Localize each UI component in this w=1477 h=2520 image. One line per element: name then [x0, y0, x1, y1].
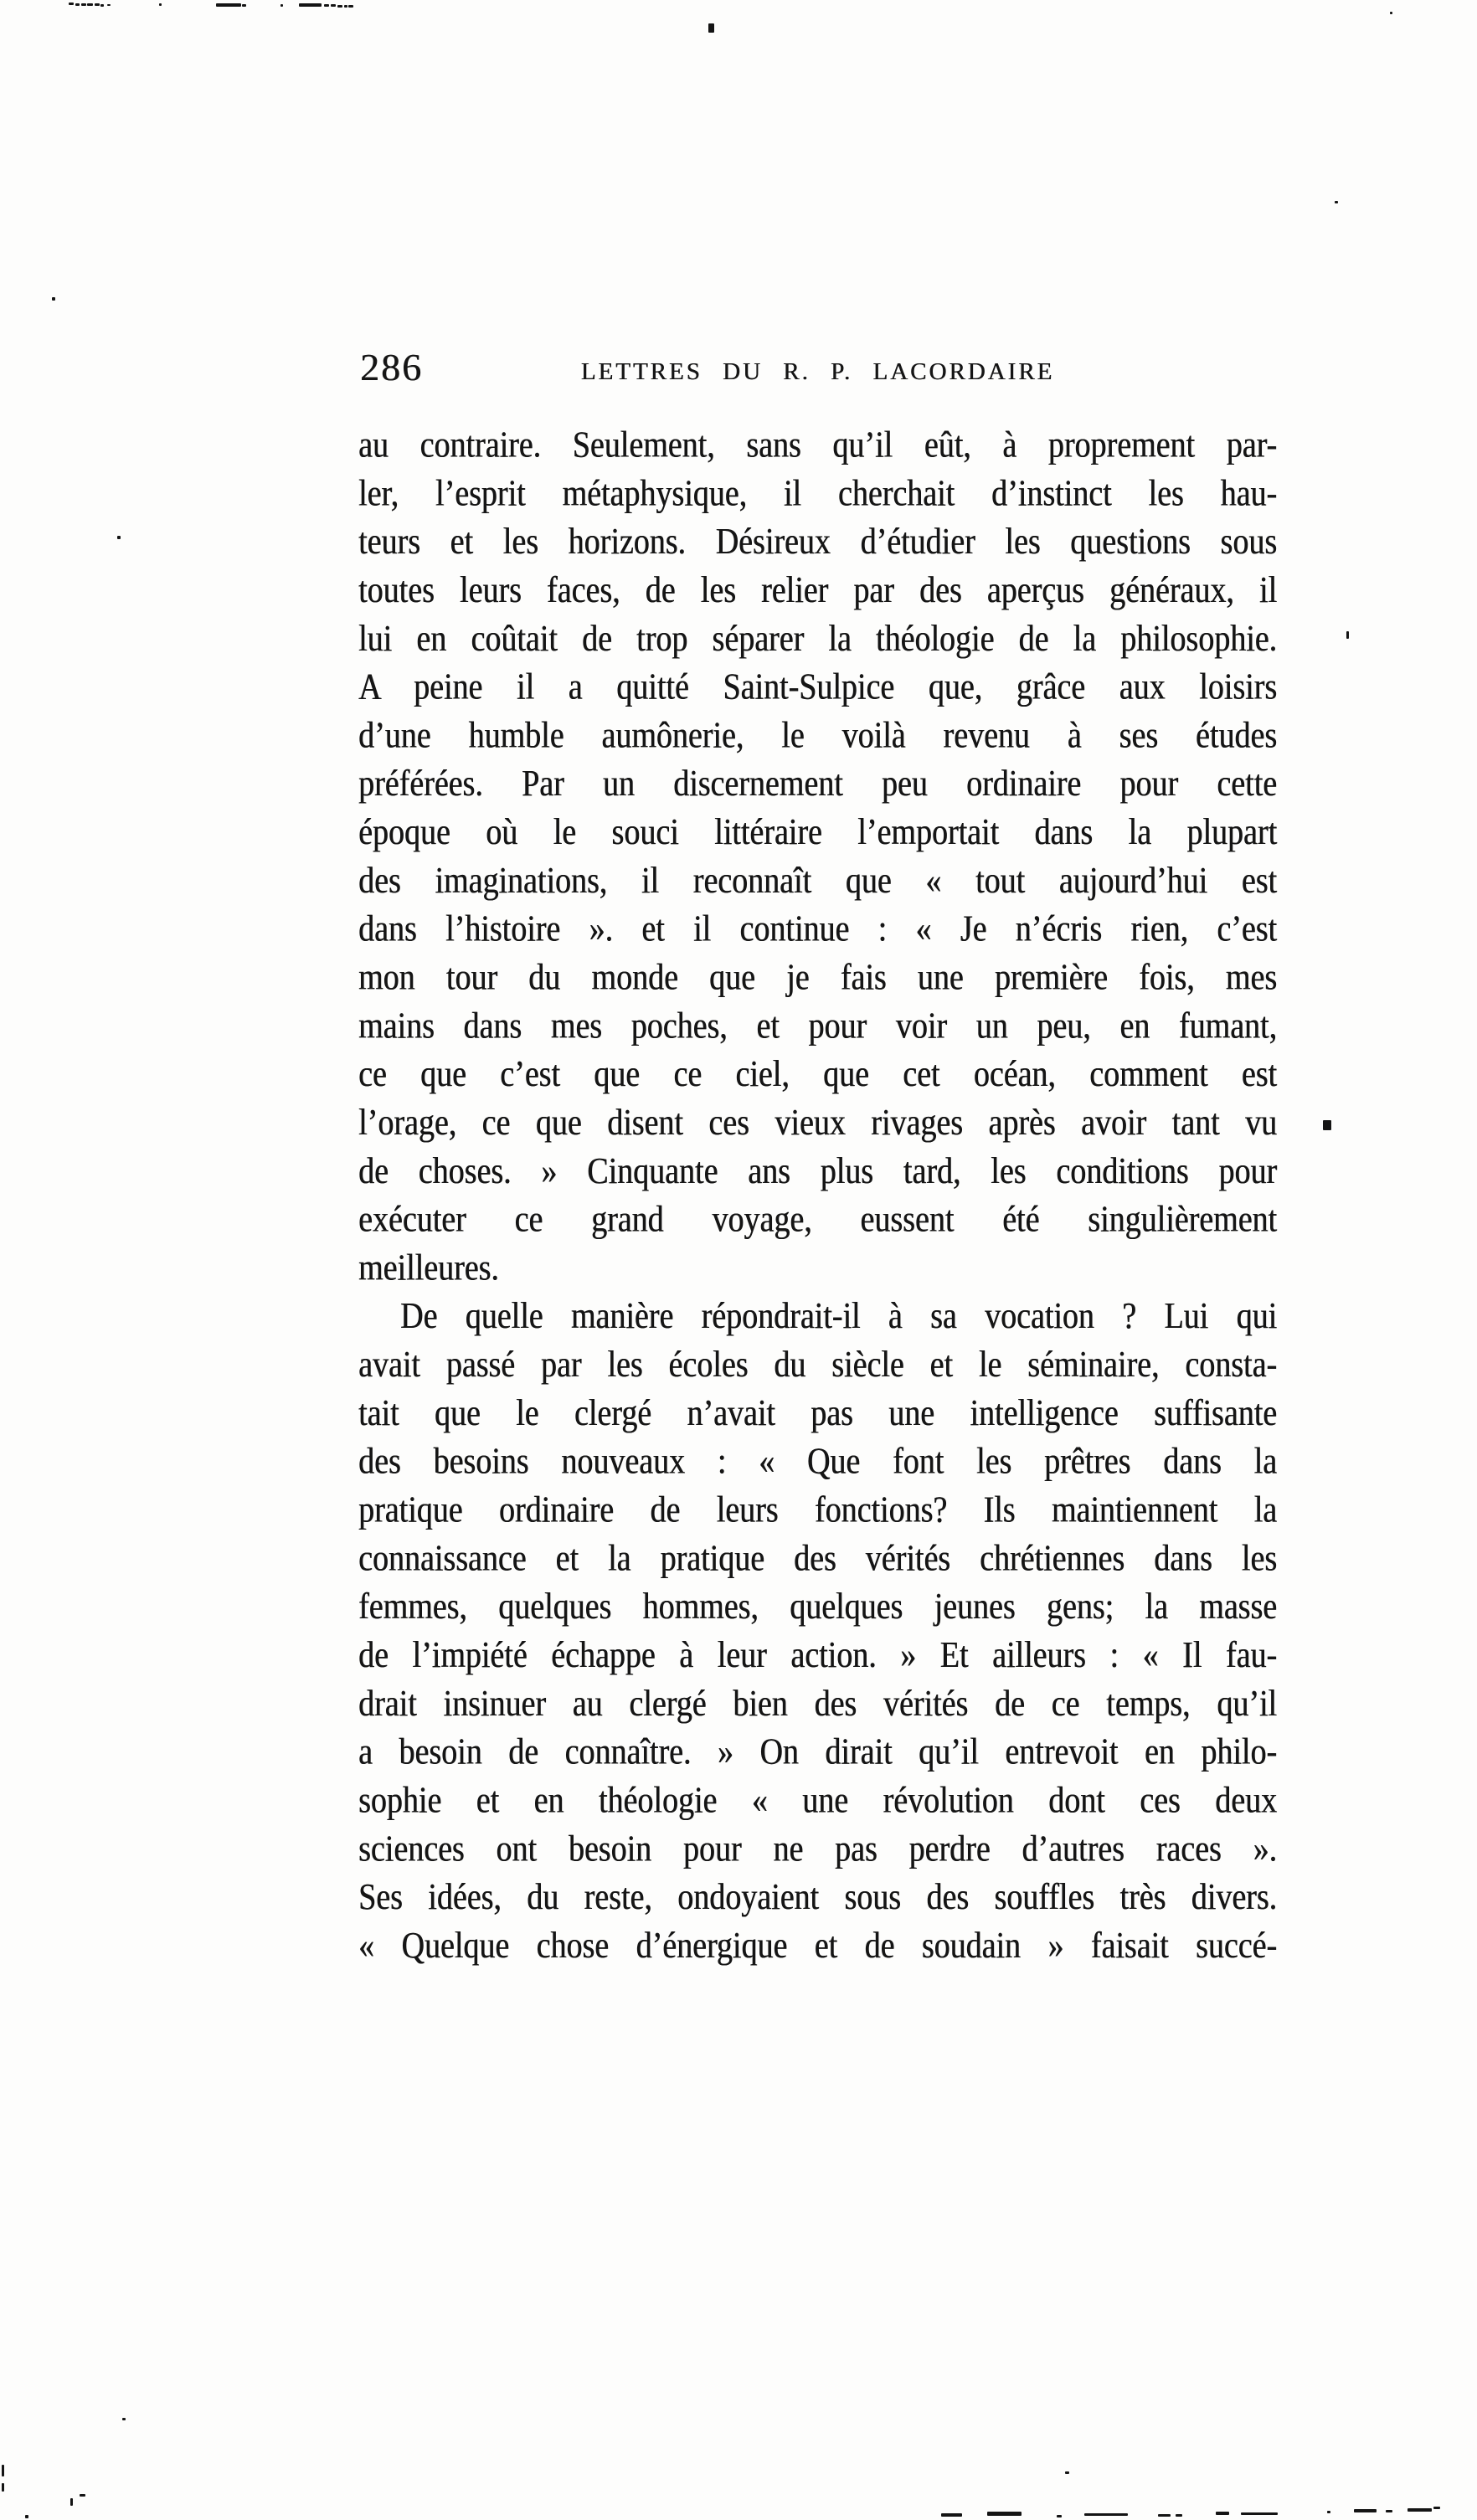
text-line: l’orage, ce que disent ces vieux rivages après avoir tant vu [358, 1102, 1277, 1144]
page-number: 286 [360, 346, 423, 388]
text-line: a besoin de connaître. » On dirait qu’il entrevoit en philo- [358, 1731, 1277, 1773]
text-line: époque où le souci littéraire l’emportait dans la plupart [358, 811, 1277, 853]
text-line: mains dans mes poches, et pour voir un peu, en fumant, [358, 1005, 1277, 1047]
text-line: exécuter ce grand voyage, eussent été singulièrement [358, 1198, 1277, 1241]
scan-artifact [2, 2465, 4, 2476]
scan-artifact [1323, 1120, 1331, 1130]
scan-artifact [1241, 2512, 1278, 2515]
scan-artifact [1354, 2509, 1377, 2512]
scan-artifact [1176, 2514, 1182, 2517]
scan-artifact [52, 297, 55, 301]
scan-artifact [70, 2498, 73, 2506]
body-text [358, 421, 1277, 1970]
scan-artifact [2, 2483, 4, 2492]
paragraph [358, 421, 1277, 1293]
text-line: sophie et en théologie « une révolution dont ces deux [358, 1779, 1277, 1822]
scan-artifact [159, 3, 162, 6]
text-line: ler, l’esprit métaphysique, il cherchait d’instinct les hau- [358, 472, 1277, 514]
scan-artifact [242, 4, 246, 7]
scan-artifact [1335, 201, 1338, 203]
scan-artifact [941, 2513, 962, 2517]
text-line: teurs et les horizons. Désireux d’étudier les questions sous [358, 521, 1277, 563]
text-line: dans l’histoire ». et il continue : « Je n’écris rien, c’est [358, 908, 1277, 950]
scan-artifact [1065, 2471, 1069, 2474]
scan-artifact [122, 2418, 126, 2420]
scan-artifact [117, 536, 121, 539]
scan-artifact [75, 3, 80, 6]
scan-artifact [987, 2512, 1022, 2516]
scan-artifact [348, 5, 353, 8]
text-line: d’une humble aumônerie, le voilà revenu à ses études [358, 714, 1277, 757]
text-line: au contraire. Seulement, sans qu’il eût, à proprement par- [358, 424, 1277, 466]
scan-artifact [324, 4, 329, 7]
paragraph [358, 1293, 1277, 1970]
text-line: sciences ont besoin pour ne pas perdre d’autres races ». [358, 1828, 1277, 1869]
text-line: des imaginations, il reconnaît que « tout aujourd’hui est [358, 859, 1277, 902]
text-line: A peine il a quitté Saint-Sulpice que, grâce aux loisirs [358, 666, 1277, 708]
scan-artifact [25, 2515, 28, 2518]
text-line: avait passé par les écoles du siècle et le séminaire, consta- [358, 1344, 1277, 1386]
text-line: de l’impiété échappe à leur action. » Et ailleurs : « Il fau- [358, 1634, 1277, 1676]
text-line: meilleures. [358, 1247, 499, 1289]
scan-artifact [299, 3, 322, 7]
scan-artifact [1057, 2515, 1062, 2517]
text-line: de choses. » Cinquante ans plus tard, les conditions pour [358, 1149, 1277, 1192]
text-line: des besoins nouveaux : « Que font les prêtres dans la [358, 1440, 1277, 1483]
scan-artifact [1327, 2511, 1330, 2513]
scan-artifact [81, 3, 86, 6]
running-title: LETTRES DU R. P. LACORDAIRE [580, 358, 1055, 385]
running-head [358, 346, 1277, 400]
text-line: lui en coûtait de trop séparer la théologie de la philosophie. [358, 617, 1277, 660]
scan-artifact [344, 5, 347, 8]
scan-artifact [69, 3, 74, 5]
scan-artifact [708, 23, 714, 33]
scan-artifact [337, 5, 342, 8]
text-line: De quelle manière répondrait-il à sa vocation ? Lui qui [400, 1295, 1277, 1337]
text-line: préférées. Par un discernement peu ordinaire pour cette [358, 763, 1277, 805]
text-line: pratique ordinaire de leurs fonctions? Ils maintiennent la [358, 1489, 1277, 1531]
scan-artifact [100, 4, 104, 7]
text-line: toutes leurs faces, de les relier par des aperçus généraux, il [358, 569, 1277, 611]
text-line: tait que le clergé n’avait pas une intelligence suffisante [358, 1391, 1277, 1434]
scan-artifact [280, 4, 283, 7]
scan-artifact [1216, 2512, 1229, 2515]
text-line: connaissance et la pratique des vérités chrétiennes dans les [358, 1537, 1277, 1579]
scan-artifact [1386, 2510, 1392, 2512]
scan-artifact [1390, 12, 1392, 14]
scan-artifact [1408, 2508, 1432, 2512]
scan-artifact [1346, 631, 1349, 639]
text-line: « Quelque chose d’énergique et de soudain » faisait succé- [358, 1924, 1277, 1967]
scan-artifact [95, 3, 100, 6]
scan-artifact [1084, 2513, 1128, 2516]
text-line: mon tour du monde que je fais une première fois, mes [358, 956, 1277, 999]
scan-artifact [331, 4, 336, 7]
scan-artifact [80, 2494, 85, 2497]
text-line: ce que c’est que ce ciel, que cet océan, comment est [358, 1053, 1277, 1095]
text-line: Ses idées, du reste, ondoyaient sous des souffles très divers. [358, 1876, 1277, 1918]
scan-artifact [1433, 2507, 1440, 2509]
scan-artifact [87, 3, 93, 6]
scan-artifact [107, 4, 111, 6]
text-line: femmes, quelques hommes, quelques jeunes gens; la masse [358, 1586, 1277, 1628]
scan-artifact [216, 3, 241, 7]
scan-artifact [1158, 2514, 1171, 2517]
text-line: drait insinuer au clergé bien des vérités de ce temps, qu’il [358, 1682, 1277, 1725]
